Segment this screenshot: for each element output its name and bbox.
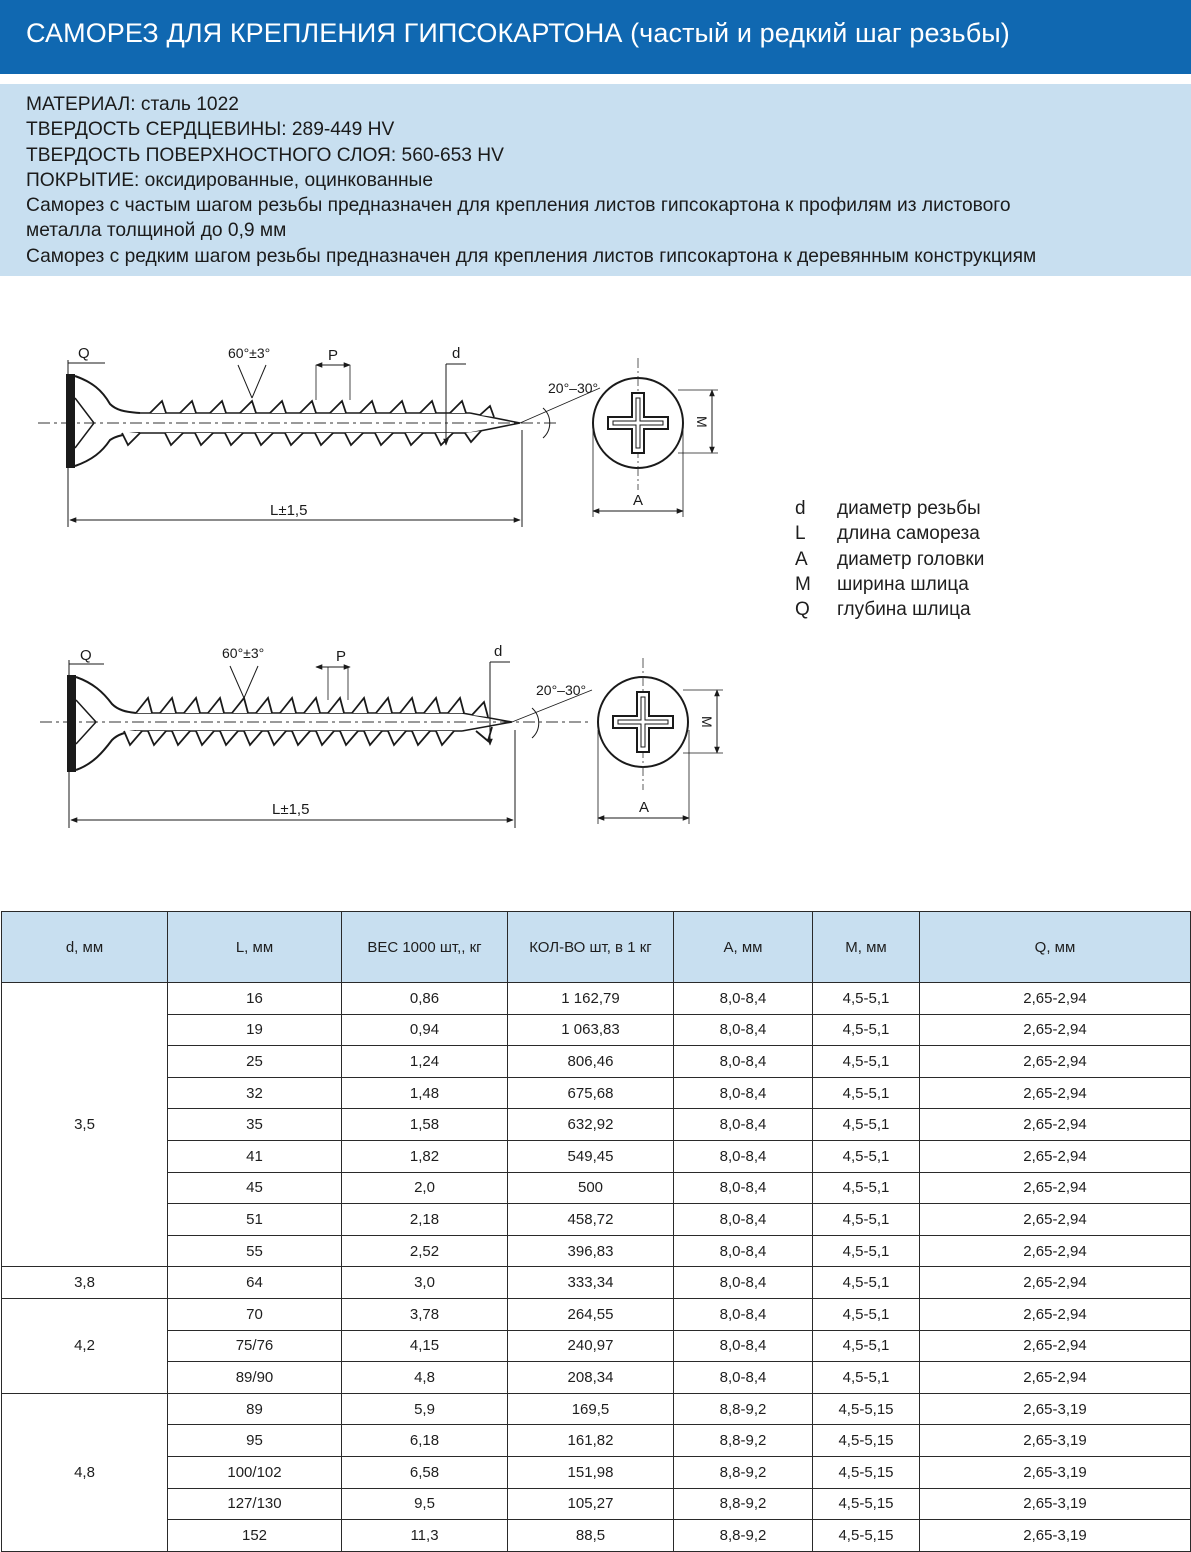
cell-m: 4,5-5,1 [813, 1362, 920, 1394]
cell-qty: 169,5 [508, 1393, 674, 1425]
cell-q: 2,65-2,94 [920, 983, 1191, 1015]
legend-item [795, 496, 984, 521]
legend-symbol: d [795, 498, 806, 519]
cell-m: 4,5-5,1 [813, 1298, 920, 1330]
spec-core-hardness: ТВЕРДОСТЬ СЕРДЦЕВИНЫ: 289-449 HV [26, 119, 395, 141]
table-row [2, 1393, 1191, 1425]
cell-m: 4,5-5,1 [813, 1077, 920, 1109]
cell-l: 35 [168, 1109, 342, 1141]
table-row [2, 1520, 1191, 1552]
cell-a: 8,8-9,2 [674, 1488, 813, 1520]
cell-weight: 1,48 [342, 1077, 508, 1109]
cell-weight: 5,9 [342, 1393, 508, 1425]
cell-qty: 396,83 [508, 1235, 674, 1267]
table-row [2, 983, 1191, 1015]
page-title: САМОРЕЗ ДЛЯ КРЕПЛЕНИЯ ГИПСОКАРТОНА (частый и редкий шаг резьбы) [26, 18, 1010, 48]
cell-m: 4,5-5,15 [813, 1425, 920, 1457]
cell-q: 2,65-2,94 [920, 1204, 1191, 1236]
cell-weight: 0,94 [342, 1014, 508, 1046]
table-row [2, 1109, 1191, 1141]
fine-angle-label: 60°±3° [228, 345, 271, 361]
col-header-weight: ВЕС 1000 шт,, кг [342, 912, 508, 983]
cell-weight: 1,82 [342, 1140, 508, 1172]
table-body [2, 983, 1191, 1552]
legend-symbol: M [795, 573, 811, 595]
cell-a: 8,8-9,2 [674, 1520, 813, 1552]
coarse-a-label: A [639, 799, 650, 816]
table-row [2, 1298, 1191, 1330]
table-row [2, 1077, 1191, 1109]
table-row [2, 1267, 1191, 1299]
cell-a: 8,0-8,4 [674, 1298, 813, 1330]
table-row [2, 1456, 1191, 1488]
col-header-m: M, мм [813, 912, 920, 983]
cell-l: 64 [168, 1267, 342, 1299]
col-header-l: L, мм [168, 912, 342, 983]
cell-m: 4,5-5,1 [813, 1014, 920, 1046]
cell-qty: 151,98 [508, 1456, 674, 1488]
cell-a: 8,0-8,4 [674, 1172, 813, 1204]
legend-symbol: A [795, 548, 808, 570]
coarse-pitch-label: P [336, 648, 347, 665]
coarse-q-label: Q [80, 647, 92, 664]
spec-surface-hardness: ТВЕРДОСТЬ ПОВЕРХНОСТНОГО СЛОЯ: 560-653 HV [26, 144, 504, 166]
cell-q: 2,65-2,94 [920, 1172, 1191, 1204]
cell-qty: 333,34 [508, 1267, 674, 1299]
cell-l: 127/130 [168, 1488, 342, 1520]
cell-l: 19 [168, 1014, 342, 1046]
table-row [2, 1172, 1191, 1204]
cell-d: 4,8 [2, 1393, 168, 1551]
specs-panel [0, 84, 1191, 276]
cell-q: 2,65-2,94 [920, 1267, 1191, 1299]
coarse-thread-screw [40, 643, 723, 828]
cell-m: 4,5-5,1 [813, 1140, 920, 1172]
table-row [2, 1235, 1191, 1267]
cell-q: 2,65-2,94 [920, 1298, 1191, 1330]
cell-weight: 11,3 [342, 1520, 508, 1552]
fine-length-label: L±1,5 [270, 502, 308, 519]
fine-tip-angle-label: 20°–30° [548, 380, 599, 396]
cell-a: 8,0-8,4 [674, 983, 813, 1015]
cell-weight: 2,52 [342, 1235, 508, 1267]
cell-qty: 458,72 [508, 1204, 674, 1236]
cell-qty: 208,34 [508, 1362, 674, 1394]
cell-m: 4,5-5,15 [813, 1393, 920, 1425]
cell-qty: 1 063,83 [508, 1014, 674, 1046]
cell-weight: 1,24 [342, 1046, 508, 1078]
cell-m: 4,5-5,1 [813, 1109, 920, 1141]
spec-fine-thread-desc: Саморез с частым шагом резьбы предназначен для крепления листов гипсокартона к профилям из листового [26, 195, 1011, 217]
screw-drawings [0, 290, 1191, 870]
cell-a: 8,0-8,4 [674, 1330, 813, 1362]
legend-text: диаметр головки [837, 548, 985, 570]
coarse-m-label: M [699, 716, 715, 728]
table-row [2, 1204, 1191, 1236]
cell-l: 51 [168, 1204, 342, 1236]
cell-q: 2,65-2,94 [920, 1077, 1191, 1109]
spec-material: МАТЕРИАЛ: сталь 1022 [26, 94, 239, 115]
table-row [2, 1362, 1191, 1394]
cell-qty: 88,5 [508, 1520, 674, 1552]
col-header-a: A, мм [674, 912, 813, 983]
cell-m: 4,5-5,1 [813, 1172, 920, 1204]
cell-a: 8,0-8,4 [674, 1077, 813, 1109]
specs-list [26, 92, 1036, 269]
table-row [2, 1140, 1191, 1172]
cell-a: 8,0-8,4 [674, 1046, 813, 1078]
title-bar [0, 0, 1191, 74]
cell-m: 4,5-5,1 [813, 1204, 920, 1236]
cell-l: 70 [168, 1298, 342, 1330]
cell-m: 4,5-5,15 [813, 1488, 920, 1520]
cell-l: 32 [168, 1077, 342, 1109]
cell-a: 8,0-8,4 [674, 1204, 813, 1236]
cell-a: 8,0-8,4 [674, 1109, 813, 1141]
cell-qty: 264,55 [508, 1298, 674, 1330]
cell-m: 4,5-5,15 [813, 1520, 920, 1552]
cell-a: 8,0-8,4 [674, 1267, 813, 1299]
cell-d: 3,8 [2, 1267, 168, 1299]
cell-qty: 806,46 [508, 1046, 674, 1078]
legend-text: диаметр резьбы [837, 498, 981, 519]
cell-l: 16 [168, 983, 342, 1015]
legend-text: ширина шлица [837, 573, 969, 595]
cell-l: 75/76 [168, 1330, 342, 1362]
fine-pitch-label: P [328, 347, 339, 364]
cell-weight: 6,18 [342, 1425, 508, 1457]
cell-m: 4,5-5,1 [813, 1267, 920, 1299]
cell-m: 4,5-5,1 [813, 1330, 920, 1362]
cell-weight: 3,78 [342, 1298, 508, 1330]
spec-coating: ПОКРЫТИЕ: оксидированные, оцинкованные [26, 169, 434, 191]
cell-l: 41 [168, 1140, 342, 1172]
table-row [2, 1014, 1191, 1046]
cell-l: 55 [168, 1235, 342, 1267]
cell-l: 89 [168, 1393, 342, 1425]
cell-l: 89/90 [168, 1362, 342, 1394]
spec-fine-thread-desc-cont: металла толщиной до 0,9 мм [26, 220, 287, 242]
cell-weight: 4,15 [342, 1330, 508, 1362]
cell-weight: 1,58 [342, 1109, 508, 1141]
cell-weight: 0,86 [342, 983, 508, 1015]
cell-q: 2,65-3,19 [920, 1425, 1191, 1457]
cell-q: 2,65-3,19 [920, 1456, 1191, 1488]
cell-q: 2,65-3,19 [920, 1393, 1191, 1425]
cell-a: 8,8-9,2 [674, 1393, 813, 1425]
cell-weight: 4,8 [342, 1362, 508, 1394]
cell-a: 8,0-8,4 [674, 1362, 813, 1394]
cell-weight: 6,58 [342, 1456, 508, 1488]
col-header-q: Q, мм [920, 912, 1191, 983]
coarse-angle-label: 60°±3° [222, 645, 265, 661]
coarse-d-label: d [494, 643, 503, 660]
cell-m: 4,5-5,1 [813, 1235, 920, 1267]
cell-qty: 161,82 [508, 1425, 674, 1457]
cell-weight: 9,5 [342, 1488, 508, 1520]
cell-a: 8,0-8,4 [674, 1140, 813, 1172]
cell-d: 4,2 [2, 1298, 168, 1393]
cell-m: 4,5-5,1 [813, 1046, 920, 1078]
cell-q: 2,65-3,19 [920, 1488, 1191, 1520]
cell-l: 152 [168, 1520, 342, 1552]
cell-q: 2,65-2,94 [920, 1014, 1191, 1046]
cell-q: 2,65-2,94 [920, 1046, 1191, 1078]
legend-item [795, 597, 984, 622]
table-row [2, 1425, 1191, 1457]
legend-symbol: L [795, 523, 806, 545]
cell-weight: 2,18 [342, 1204, 508, 1236]
cell-a: 8,8-9,2 [674, 1425, 813, 1457]
table-row [2, 1046, 1191, 1078]
fine-m-label: M [694, 416, 710, 428]
cell-qty: 675,68 [508, 1077, 674, 1109]
table-row [2, 1330, 1191, 1362]
cell-qty: 632,92 [508, 1109, 674, 1141]
table-row [2, 1488, 1191, 1520]
fine-d-label: d [452, 345, 461, 362]
cell-l: 25 [168, 1046, 342, 1078]
fine-q-label: Q [78, 345, 90, 362]
legend-symbol: Q [795, 599, 810, 621]
cell-weight: 3,0 [342, 1267, 508, 1299]
coarse-tip-angle-label: 20°–30° [536, 682, 587, 698]
legend-text: длина самореза [837, 523, 980, 545]
cell-a: 8,0-8,4 [674, 1014, 813, 1046]
cell-a: 8,8-9,2 [674, 1456, 813, 1488]
fine-thread-screw [38, 345, 718, 527]
col-header-d: d, мм [2, 912, 168, 983]
cell-d: 3,5 [2, 983, 168, 1267]
cell-l: 95 [168, 1425, 342, 1457]
spec-coarse-thread-desc: Саморез с редким шагом резьбы предназначен для крепления листов гипсокартона к деревянным конструкциям [26, 245, 1037, 267]
fine-a-label: A [633, 492, 644, 509]
legend-item [795, 572, 984, 597]
cell-qty: 105,27 [508, 1488, 674, 1520]
cell-q: 2,65-2,94 [920, 1140, 1191, 1172]
cell-qty: 240,97 [508, 1330, 674, 1362]
cell-l: 100/102 [168, 1456, 342, 1488]
cell-q: 2,65-2,94 [920, 1109, 1191, 1141]
cell-m: 4,5-5,15 [813, 1456, 920, 1488]
cell-qty: 549,45 [508, 1140, 674, 1172]
cell-q: 2,65-2,94 [920, 1362, 1191, 1394]
cell-qty: 500 [508, 1172, 674, 1204]
cell-l: 45 [168, 1172, 342, 1204]
cell-a: 8,0-8,4 [674, 1235, 813, 1267]
cell-q: 2,65-3,19 [920, 1520, 1191, 1552]
table-header-row [2, 912, 1191, 983]
symbol-legend [795, 496, 984, 622]
col-header-qty: КОЛ-ВО шт, в 1 кг [508, 912, 674, 983]
legend-item [795, 547, 984, 572]
legend-item [795, 521, 984, 546]
legend-text: глубина шлица [837, 599, 971, 621]
specs-table [1, 911, 1191, 1552]
cell-weight: 2,0 [342, 1172, 508, 1204]
coarse-length-label: L±1,5 [272, 801, 310, 818]
cell-qty: 1 162,79 [508, 983, 674, 1015]
cell-q: 2,65-2,94 [920, 1235, 1191, 1267]
cell-q: 2,65-2,94 [920, 1330, 1191, 1362]
cell-m: 4,5-5,1 [813, 983, 920, 1015]
